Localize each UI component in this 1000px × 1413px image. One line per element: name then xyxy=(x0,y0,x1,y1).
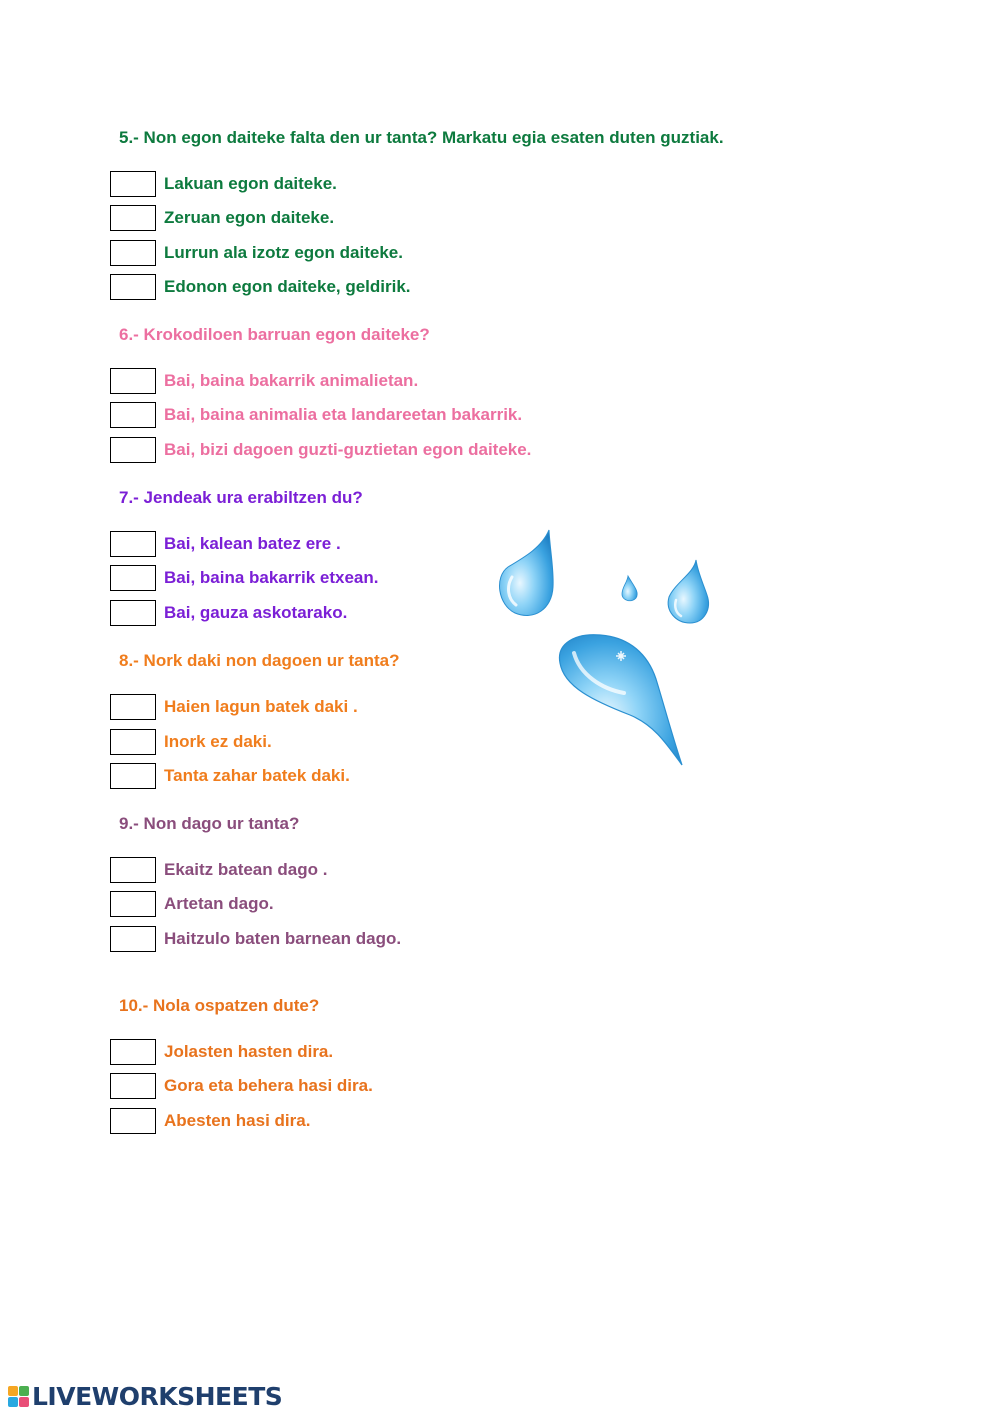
answer-label: Haien lagun batek daki . xyxy=(164,697,358,716)
answer-checkbox[interactable] xyxy=(110,531,156,557)
answer-label: Zeruan egon daiteke. xyxy=(164,208,335,227)
answer-checkbox[interactable] xyxy=(110,763,156,789)
answer-option xyxy=(110,565,379,591)
answer-label: Bai, bizi dagoen guzti-guztietan egon daiteke. xyxy=(164,440,532,459)
answer-checkbox[interactable] xyxy=(110,1108,156,1134)
answer-option xyxy=(110,729,272,755)
answer-option xyxy=(110,437,531,463)
water-drop-icon xyxy=(500,530,554,615)
answer-label: Artetan dago. xyxy=(164,894,274,913)
answer-checkbox[interactable] xyxy=(110,891,156,917)
answer-label: Lurrun ala izotz egon daiteke. xyxy=(164,243,403,262)
answer-label: Haitzulo baten barnean dago. xyxy=(164,929,402,948)
question-5-title: 5.- Non egon daiteke falta den ur tanta? Markatu egia esaten duten guztiak. xyxy=(119,128,724,147)
answer-option xyxy=(110,891,274,917)
logo-text: LIVEWORKSHEETS xyxy=(32,1381,283,1411)
answer-label: Lakuan egon daiteke. xyxy=(164,174,337,193)
question-6-title: 6.- Krokodiloen barruan egon daiteke? xyxy=(119,325,430,344)
answer-option xyxy=(110,857,327,883)
answer-label: Bai, gauza askotarako. xyxy=(164,603,348,622)
answer-label: Ekaitz batean dago . xyxy=(164,860,328,879)
answer-checkbox[interactable] xyxy=(110,205,156,231)
answer-label: Inork ez daki. xyxy=(164,732,272,751)
answer-label: Tanta zahar batek daki. xyxy=(164,766,350,785)
answer-checkbox[interactable] xyxy=(110,240,156,266)
answer-option xyxy=(110,1108,310,1134)
answer-label: Edonon egon daiteke, geldirik. xyxy=(164,277,411,296)
answer-option xyxy=(110,274,411,300)
answer-option xyxy=(110,531,341,557)
answer-checkbox[interactable] xyxy=(110,402,156,428)
answer-checkbox[interactable] xyxy=(110,565,156,591)
answer-checkbox[interactable] xyxy=(110,437,156,463)
liveworksheets-logo xyxy=(8,1381,282,1411)
answer-option xyxy=(110,205,334,231)
answer-option xyxy=(110,368,418,394)
answer-checkbox[interactable] xyxy=(110,1039,156,1065)
answer-option xyxy=(110,763,350,789)
water-drop-icon xyxy=(622,576,637,601)
answer-label: Bai, kalean batez ere . xyxy=(164,534,341,553)
water-drop-icon xyxy=(668,560,708,623)
answer-label: Bai, baina bakarrik etxean. xyxy=(164,568,379,587)
answer-option xyxy=(110,694,358,720)
answer-option xyxy=(110,240,403,266)
answer-option xyxy=(110,171,337,197)
answer-label: Bai, baina bakarrik animalietan. xyxy=(164,371,419,390)
answer-label: Jolasten hasten dira. xyxy=(164,1042,334,1061)
answer-option xyxy=(110,600,347,626)
answer-checkbox[interactable] xyxy=(110,368,156,394)
answer-option xyxy=(110,1039,333,1065)
question-10-title: 10.- Nola ospatzen dute? xyxy=(119,996,320,1015)
answer-label: Abesten hasi dira. xyxy=(164,1111,311,1130)
question-9-title: 9.- Non dago ur tanta? xyxy=(119,814,300,833)
question-7-title: 7.- Jendeak ura erabiltzen du? xyxy=(119,488,363,507)
answer-label: Bai, baina animalia eta landareetan bakarrik. xyxy=(164,405,523,424)
answer-checkbox[interactable] xyxy=(110,171,156,197)
question-8-title: 8.- Nork daki non dagoen ur tanta? xyxy=(119,651,400,670)
answer-option xyxy=(110,1073,373,1099)
answer-checkbox[interactable] xyxy=(110,1073,156,1099)
answer-label: Gora eta behera hasi dira. xyxy=(164,1076,373,1095)
answer-checkbox[interactable] xyxy=(110,729,156,755)
logo-blocks-icon xyxy=(8,1386,29,1407)
answer-checkbox[interactable] xyxy=(110,694,156,720)
answer-checkbox[interactable] xyxy=(110,274,156,300)
answer-checkbox[interactable] xyxy=(110,926,156,952)
water-drop-icon xyxy=(559,635,682,765)
answer-option xyxy=(110,402,522,428)
answer-checkbox[interactable] xyxy=(110,857,156,883)
answer-checkbox[interactable] xyxy=(110,600,156,626)
water-drops-illustration xyxy=(490,525,730,775)
answer-option xyxy=(110,926,401,952)
